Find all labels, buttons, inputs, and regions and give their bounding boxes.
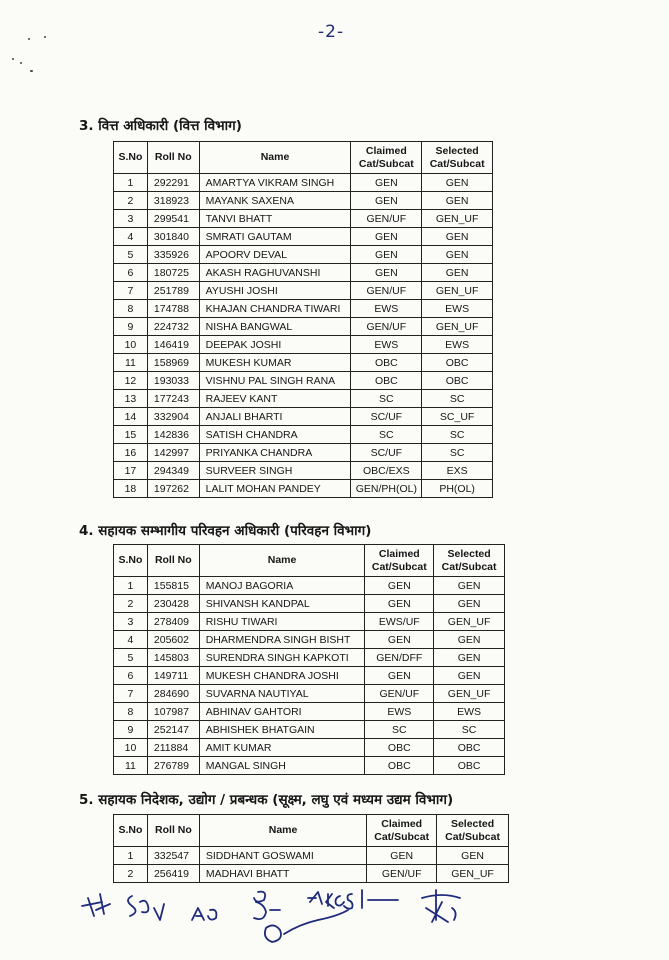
cell-selected: GEN: [434, 577, 505, 595]
cell-sno: 8: [114, 703, 148, 721]
table-body: [114, 577, 505, 775]
cell-name: MANOJ BAGORIA: [199, 577, 365, 595]
cell-selected: GEN: [422, 174, 493, 192]
signatures: [70, 880, 590, 955]
cell-roll: 256419: [147, 865, 199, 883]
cell-roll: 197262: [147, 480, 199, 498]
cell-name: VISHNU PAL SINGH RANA: [199, 372, 351, 390]
cell-roll: 276789: [147, 757, 199, 775]
cell-selected: GEN: [422, 246, 493, 264]
cell-selected: SC: [434, 721, 505, 739]
cell-roll: 292291: [147, 174, 199, 192]
cell-name: LALIT MOHAN PANDEY: [199, 480, 351, 498]
scan-speck: [30, 70, 33, 72]
cell-selected: GEN: [434, 631, 505, 649]
signature-4: [254, 892, 280, 919]
cell-sno: 5: [114, 649, 148, 667]
cell-roll: 318923: [147, 192, 199, 210]
cell-selected: EWS: [434, 703, 505, 721]
section-5-table: [113, 814, 509, 883]
cell-selected: GEN_UF: [434, 685, 505, 703]
cell-claimed: GEN: [365, 667, 434, 685]
cell-sno: 7: [114, 685, 148, 703]
table-row: [114, 667, 505, 685]
cell-sno: 3: [114, 210, 148, 228]
cell-roll: 158969: [147, 354, 199, 372]
table-row: [114, 336, 493, 354]
cell-claimed: GEN/DFF: [365, 649, 434, 667]
cell-selected: GEN_UF: [422, 318, 493, 336]
cell-selected: OBC: [422, 354, 493, 372]
cell-claimed: OBC: [351, 372, 422, 390]
cell-selected: GEN_UF: [434, 613, 505, 631]
cell-claimed: GEN: [365, 595, 434, 613]
cell-sno: 13: [114, 390, 148, 408]
cell-claimed: GEN/UF: [351, 282, 422, 300]
cell-name: RAJEEV KANT: [199, 390, 351, 408]
section-3-table: [113, 141, 493, 498]
cell-selected: EXS: [422, 462, 493, 480]
cell-sno: 4: [114, 228, 148, 246]
section-heading: 4. सहायक सम्भागीय परिवहन अधिकारी (परिवहन विभाग): [79, 523, 372, 539]
cell-selected: OBC: [434, 739, 505, 757]
cell-claimed: GEN: [351, 174, 422, 192]
cell-roll: 332904: [147, 408, 199, 426]
signature-5: [265, 910, 348, 942]
col-name: Name: [199, 815, 366, 847]
col-claimed: Claimed Cat/Subcat: [351, 142, 422, 174]
cell-name: MADHAVI BHATT: [199, 865, 366, 883]
table-row: [114, 210, 493, 228]
cell-sno: 2: [114, 595, 148, 613]
cell-sno: 11: [114, 354, 148, 372]
cell-roll: 335926: [147, 246, 199, 264]
cell-name: MANGAL SINGH: [199, 757, 365, 775]
cell-roll: 301840: [147, 228, 199, 246]
cell-selected: GEN: [434, 595, 505, 613]
cell-claimed: GEN: [351, 192, 422, 210]
cell-claimed: GEN: [365, 631, 434, 649]
cell-selected: EWS: [422, 336, 493, 354]
cell-roll: 278409: [147, 613, 199, 631]
cell-claimed: GEN/UF: [351, 210, 422, 228]
table-row: [114, 595, 505, 613]
cell-name: DHARMENDRA SINGH BISHT: [199, 631, 365, 649]
cell-selected: SC: [422, 390, 493, 408]
cell-name: SUVARNA NAUTIYAL: [199, 685, 365, 703]
cell-claimed: GEN/UF: [367, 865, 437, 883]
section-heading: 5. सहायक निदेशक, उद्योग / प्रबन्धक (सूक्ष्म, लघु एवं मध्यम उद्यम विभाग): [79, 792, 454, 808]
table-row: [114, 264, 493, 282]
col-claimed: Claimed Cat/Subcat: [367, 815, 437, 847]
cell-name: TANVI BHATT: [199, 210, 351, 228]
col-selected: Selected Cat/Subcat: [422, 142, 493, 174]
table-row: [114, 228, 493, 246]
cell-roll: 205602: [147, 631, 199, 649]
cell-roll: 230428: [147, 595, 199, 613]
cell-sno: 1: [114, 847, 148, 865]
cell-name: SURVEER SINGH: [199, 462, 351, 480]
cell-claimed: SC/UF: [351, 408, 422, 426]
cell-claimed: GEN: [367, 847, 437, 865]
cell-roll: 211884: [147, 739, 199, 757]
cell-name: MUKESH CHANDRA JOSHI: [199, 667, 365, 685]
cell-selected: SC: [422, 444, 493, 462]
col-selected: Selected Cat/Subcat: [434, 545, 505, 577]
cell-selected: GEN: [437, 847, 509, 865]
signature-6: [308, 890, 398, 909]
table-row: [114, 847, 509, 865]
cell-name: DEEPAK JOSHI: [199, 336, 351, 354]
cell-claimed: EWS: [365, 703, 434, 721]
cell-selected: GEN: [422, 192, 493, 210]
cell-name: AMIT KUMAR: [199, 739, 365, 757]
cell-selected: GEN: [422, 228, 493, 246]
cell-sno: 11: [114, 757, 148, 775]
cell-roll: 174788: [147, 300, 199, 318]
cell-sno: 16: [114, 444, 148, 462]
table-row: [114, 462, 493, 480]
col-name: Name: [199, 142, 351, 174]
cell-sno: 4: [114, 631, 148, 649]
col-sno: S.No: [114, 142, 148, 174]
cell-name: AYUSHI JOSHI: [199, 282, 351, 300]
cell-claimed: EWS: [351, 300, 422, 318]
cell-roll: 155815: [147, 577, 199, 595]
table-row: [114, 703, 505, 721]
cell-roll: 284690: [147, 685, 199, 703]
table-row: [114, 480, 493, 498]
cell-claimed: OBC: [365, 757, 434, 775]
cell-claimed: GEN/PH(OL): [351, 480, 422, 498]
table-body: [114, 847, 509, 883]
cell-claimed: GEN: [351, 264, 422, 282]
cell-sno: 3: [114, 613, 148, 631]
scan-speck: [28, 38, 30, 40]
cell-sno: 17: [114, 462, 148, 480]
cell-sno: 18: [114, 480, 148, 498]
cell-sno: 7: [114, 282, 148, 300]
table-body: [114, 174, 493, 498]
col-roll: Roll No: [147, 815, 199, 847]
cell-name: PRIYANKA CHANDRA: [199, 444, 351, 462]
table-row: [114, 300, 493, 318]
cell-name: NISHA BANGWAL: [199, 318, 351, 336]
cell-roll: 149711: [147, 667, 199, 685]
cell-name: RISHU TIWARI: [199, 613, 365, 631]
table-row: [114, 649, 505, 667]
cell-selected: PH(OL): [422, 480, 493, 498]
section-4-table: [113, 544, 505, 775]
cell-sno: 10: [114, 336, 148, 354]
table-row: [114, 390, 493, 408]
signature-3: [192, 908, 216, 920]
cell-sno: 9: [114, 721, 148, 739]
cell-selected: GEN: [422, 264, 493, 282]
cell-claimed: GEN: [365, 577, 434, 595]
cell-name: MAYANK SAXENA: [199, 192, 351, 210]
cell-selected: OBC: [422, 372, 493, 390]
section-heading: 3. वित्त अधिकारी (वित्त विभाग): [79, 118, 242, 134]
cell-roll: 180725: [147, 264, 199, 282]
col-sno: S.No: [114, 545, 148, 577]
cell-name: ANJALI BHARTI: [199, 408, 351, 426]
table-row: [114, 685, 505, 703]
table-row: [114, 192, 493, 210]
cell-selected: GEN: [434, 649, 505, 667]
cell-name: SIDDHANT GOSWAMI: [199, 847, 366, 865]
cell-claimed: SC: [351, 426, 422, 444]
cell-sno: 2: [114, 192, 148, 210]
cell-roll: 252147: [147, 721, 199, 739]
cell-roll: 107987: [147, 703, 199, 721]
cell-name: SURENDRA SINGH KAPKOTI: [199, 649, 365, 667]
cell-roll: 332547: [147, 847, 199, 865]
signature-7: [422, 890, 460, 922]
table-row: [114, 408, 493, 426]
cell-claimed: EWS/UF: [365, 613, 434, 631]
table-row: [114, 318, 493, 336]
cell-claimed: SC: [365, 721, 434, 739]
cell-name: ABHINAV GAHTORI: [199, 703, 365, 721]
cell-sno: 9: [114, 318, 148, 336]
col-sno: S.No: [114, 815, 148, 847]
cell-selected: OBC: [434, 757, 505, 775]
col-selected: Selected Cat/Subcat: [437, 815, 509, 847]
col-name: Name: [199, 545, 365, 577]
cell-name: SHIVANSH KANDPAL: [199, 595, 365, 613]
cell-sno: 15: [114, 426, 148, 444]
col-roll: Roll No: [147, 545, 199, 577]
cell-selected: GEN: [434, 667, 505, 685]
table-row: [114, 631, 505, 649]
cell-claimed: SC: [351, 390, 422, 408]
cell-name: KHAJAN CHANDRA TIWARI: [199, 300, 351, 318]
cell-sno: 1: [114, 577, 148, 595]
cell-sno: 1: [114, 174, 148, 192]
table-row: [114, 354, 493, 372]
cell-sno: 12: [114, 372, 148, 390]
cell-claimed: GEN: [351, 228, 422, 246]
table-row: [114, 426, 493, 444]
cell-claimed: OBC: [351, 354, 422, 372]
cell-claimed: SC/UF: [351, 444, 422, 462]
cell-selected: GEN_UF: [422, 282, 493, 300]
table-row: [114, 739, 505, 757]
table-row: [114, 372, 493, 390]
cell-sno: 5: [114, 246, 148, 264]
table-row: [114, 757, 505, 775]
cell-sno: 6: [114, 667, 148, 685]
signature-2: [128, 896, 164, 920]
cell-roll: 299541: [147, 210, 199, 228]
cell-selected: GEN_UF: [437, 865, 509, 883]
cell-claimed: GEN: [351, 246, 422, 264]
table-row: [114, 246, 493, 264]
cell-selected: SC_UF: [422, 408, 493, 426]
cell-roll: 224732: [147, 318, 199, 336]
table-row: [114, 577, 505, 595]
cell-claimed: GEN/UF: [351, 318, 422, 336]
cell-name: MUKESH KUMAR: [199, 354, 351, 372]
cell-selected: EWS: [422, 300, 493, 318]
signature-1: [82, 894, 110, 916]
cell-name: AKASH RAGHUVANSHI: [199, 264, 351, 282]
cell-name: AMARTYA VIKRAM SINGH: [199, 174, 351, 192]
cell-sno: 2: [114, 865, 148, 883]
cell-roll: 251789: [147, 282, 199, 300]
table-row: [114, 721, 505, 739]
cell-selected: SC: [422, 426, 493, 444]
cell-sno: 10: [114, 739, 148, 757]
cell-claimed: OBC: [365, 739, 434, 757]
cell-claimed: OBC/EXS: [351, 462, 422, 480]
cell-roll: 177243: [147, 390, 199, 408]
cell-sno: 8: [114, 300, 148, 318]
cell-claimed: GEN/UF: [365, 685, 434, 703]
cell-roll: 193033: [147, 372, 199, 390]
table-row: [114, 444, 493, 462]
cell-roll: 142836: [147, 426, 199, 444]
cell-name: ABHISHEK BHATGAIN: [199, 721, 365, 739]
cell-roll: 142997: [147, 444, 199, 462]
cell-name: SATISH CHANDRA: [199, 426, 351, 444]
scan-speck: [44, 36, 46, 38]
cell-roll: 294349: [147, 462, 199, 480]
col-roll: Roll No: [147, 142, 199, 174]
scan-speck: [12, 58, 14, 60]
col-claimed: Claimed Cat/Subcat: [365, 545, 434, 577]
cell-selected: GEN_UF: [422, 210, 493, 228]
cell-roll: 146419: [147, 336, 199, 354]
cell-name: APOORV DEVAL: [199, 246, 351, 264]
table-row: [114, 282, 493, 300]
cell-claimed: EWS: [351, 336, 422, 354]
cell-sno: 6: [114, 264, 148, 282]
cell-sno: 14: [114, 408, 148, 426]
page-number: -2-: [318, 22, 345, 42]
table-row: [114, 174, 493, 192]
cell-roll: 145803: [147, 649, 199, 667]
scan-speck: [20, 62, 22, 64]
cell-name: SMRATI GAUTAM: [199, 228, 351, 246]
table-row: [114, 613, 505, 631]
